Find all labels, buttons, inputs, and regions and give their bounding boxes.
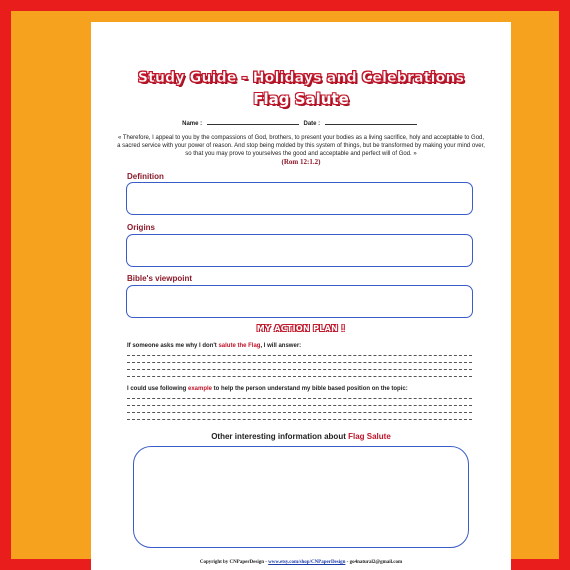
page-title: Study Guide - Holidays and Celebrations (137, 70, 465, 86)
answer-line[interactable] (127, 369, 472, 370)
origins-box[interactable] (126, 234, 473, 267)
footer-separator: - (264, 560, 269, 565)
footer-email[interactable]: go4natural2@gmail.com (349, 560, 403, 565)
date-label: Date : (303, 121, 321, 127)
question-answer-prompt (127, 343, 301, 349)
origins-label: Origins (127, 223, 156, 232)
q1-text-end: , I will answer: (260, 343, 302, 349)
q2-text-end: to help the person understand my bible based position on the topic: (212, 386, 408, 392)
footer (91, 560, 511, 565)
other-info-highlight: Flag Salute (348, 432, 391, 441)
answer-line[interactable] (127, 362, 472, 363)
name-field[interactable] (207, 118, 299, 125)
q1-text: If someone asks me why I don't (127, 343, 219, 349)
date-field[interactable] (325, 118, 417, 125)
scripture-quote: « Therefore, I appeal to you by the compassions of God, brothers, to present your bodies as a living sacrifice, holy and acceptable to God, a sacred service with your power of reason. And stop being molded by this system of things, but be transformed by making your mind over, so that you may prove to yourselves the good and acceptable and perfect will of God. » (117, 135, 485, 157)
other-info-heading (91, 432, 511, 441)
answer-line[interactable] (127, 376, 472, 377)
action-plan-heading: MY ACTION PLAN ! (256, 324, 346, 333)
example-line[interactable] (127, 412, 472, 413)
footer-separator: - (345, 560, 350, 565)
viewpoint-box[interactable] (126, 285, 473, 318)
example-line[interactable] (127, 419, 472, 420)
q2-text: I could use following (127, 386, 188, 392)
question-example-prompt (127, 386, 408, 392)
definition-label: Definition (127, 172, 164, 181)
example-line[interactable] (127, 405, 472, 406)
viewpoint-label: Bible's viewpoint (127, 274, 193, 283)
scripture-reference: (Rom 12:1.2) (281, 158, 321, 166)
definition-box[interactable] (126, 182, 473, 215)
footer-copyright: Copyright by CNPaperDesign (199, 560, 264, 565)
name-label: Name : (182, 121, 203, 127)
answer-line[interactable] (127, 355, 472, 356)
example-line[interactable] (127, 398, 472, 399)
other-info-box[interactable] (133, 446, 469, 548)
other-info-text: Other interesting information about (211, 432, 349, 441)
name-date-row (91, 118, 511, 127)
page-subtitle: Flag Salute (253, 90, 349, 108)
study-guide-sheet (91, 22, 511, 570)
footer-shop-link[interactable]: www.etsy.com/shop/CNPaperDesign (268, 560, 346, 565)
q1-highlight: salute the Flag (218, 343, 261, 349)
q2-highlight: example (188, 386, 213, 392)
